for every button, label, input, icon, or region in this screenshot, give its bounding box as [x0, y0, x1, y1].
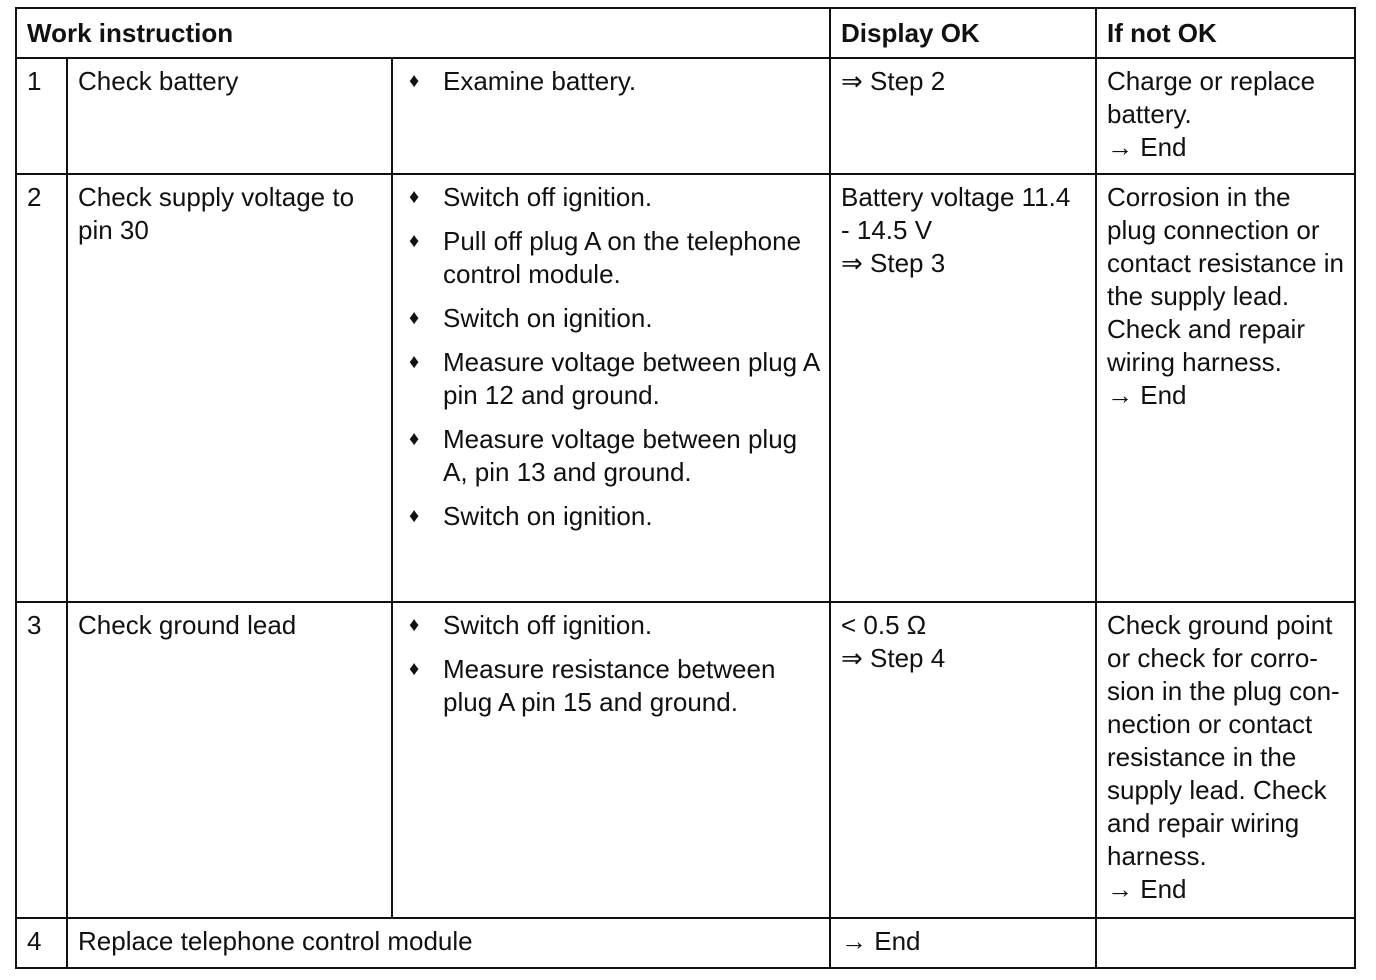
instruction-text: Switch off ignition. — [443, 182, 653, 212]
instruction-list — [403, 181, 819, 533]
list-item — [403, 609, 819, 642]
if-not-ok-end: → End — [1107, 132, 1187, 162]
display-ok-cell — [830, 58, 1096, 174]
display-ok-cell — [830, 602, 1096, 918]
display-ok-next-step: ⇒ Step 4 — [841, 643, 946, 673]
list-item — [403, 423, 819, 489]
instruction-text: Switch off ignition. — [443, 610, 653, 640]
header-if-not-ok: If not OK — [1096, 8, 1355, 58]
if-not-ok-end: → End — [1107, 874, 1187, 904]
if-not-ok-text: Charge or replace battery. — [1107, 66, 1316, 129]
display-ok-text: ⇒ Step 2 — [841, 66, 946, 96]
step-title: Check ground lead — [67, 602, 392, 918]
bullet-icon: ♦ — [409, 505, 420, 527]
list-item — [403, 65, 819, 98]
if-not-ok-cell — [1096, 918, 1355, 968]
table-row — [16, 174, 1355, 602]
if-not-ok-cell — [1096, 58, 1355, 174]
list-item — [403, 181, 819, 214]
table-row — [16, 918, 1355, 968]
list-item — [403, 346, 819, 412]
if-not-ok-text: Corrosion in the plug connection or contact resistance in the supply lead. Check and repair wiring harness. — [1107, 182, 1345, 377]
step-instructions — [392, 58, 830, 174]
step-number: 4 — [16, 918, 67, 968]
step-number: 2 — [16, 174, 67, 602]
instruction-text: Examine battery. — [443, 66, 637, 96]
if-not-ok-text: Check ground point or check for corro-sion in the plug con-nection or contact resistance in the supply lead. Check and repair wiring harness. — [1107, 610, 1340, 871]
bullet-icon: ♦ — [409, 351, 420, 373]
list-item — [403, 302, 819, 335]
instruction-text: Measure voltage between plug A, pin 13 and ground. — [443, 424, 798, 487]
instruction-text: Pull off plug A on the telephone control module. — [443, 226, 802, 289]
display-ok-text: < 0.5 Ω — [841, 610, 927, 640]
instruction-text: Switch on ignition. — [443, 501, 653, 531]
if-not-ok-end: → End — [1107, 380, 1187, 410]
bullet-icon: ♦ — [409, 614, 420, 636]
list-item — [403, 225, 819, 291]
work-instruction-table — [15, 7, 1356, 969]
bullet-icon: ♦ — [409, 230, 420, 252]
table-header-row — [16, 8, 1355, 58]
step-instructions — [392, 174, 830, 602]
instruction-list — [403, 609, 819, 719]
step-title: Check battery — [67, 58, 392, 174]
display-ok-cell — [830, 918, 1096, 968]
display-ok-text: → End — [841, 926, 921, 956]
header-work-instruction: Work instruction — [16, 8, 830, 58]
step-number: 3 — [16, 602, 67, 918]
header-display-ok: Display OK — [830, 8, 1096, 58]
table-row — [16, 602, 1355, 918]
bullet-icon: ♦ — [409, 428, 420, 450]
instruction-text: Measure resistance between plug A pin 15 and ground. — [443, 654, 776, 717]
instruction-text: Switch on ignition. — [443, 303, 653, 333]
step-title: Check supply voltage to pin 30 — [67, 174, 392, 602]
bullet-icon: ♦ — [409, 70, 420, 92]
step-instructions — [392, 602, 830, 918]
list-item — [403, 653, 819, 719]
display-ok-cell — [830, 174, 1096, 602]
instruction-text: Measure voltage between plug A pin 12 and ground. — [443, 347, 819, 410]
work-instruction-sheet — [15, 7, 1354, 967]
list-item — [403, 500, 819, 533]
table-row — [16, 58, 1355, 174]
if-not-ok-cell — [1096, 174, 1355, 602]
step-number: 1 — [16, 58, 67, 174]
display-ok-text: Battery voltage 11.4 - 14.5 V — [841, 182, 1071, 245]
instruction-list — [403, 65, 819, 98]
bullet-icon: ♦ — [409, 658, 420, 680]
if-not-ok-cell — [1096, 602, 1355, 918]
step-title: Replace telephone control module — [67, 918, 830, 968]
bullet-icon: ♦ — [409, 186, 420, 208]
bullet-icon: ♦ — [409, 307, 420, 329]
display-ok-next-step: ⇒ Step 3 — [841, 248, 946, 278]
